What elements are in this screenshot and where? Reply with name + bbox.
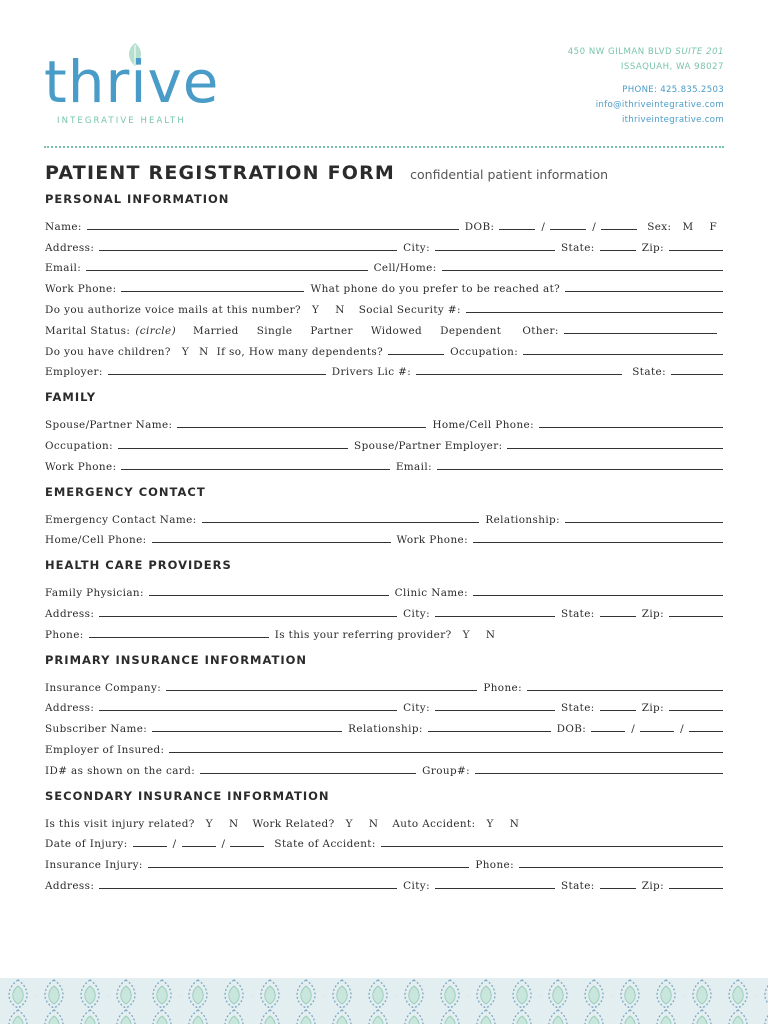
spouse-email-field[interactable] (437, 469, 723, 470)
work-related-label: Work Related? (252, 817, 335, 830)
emergency-home-phone-field[interactable] (152, 542, 391, 543)
secondary-zip-field[interactable] (669, 888, 723, 889)
spouse-work-phone-label: Work Phone: (45, 460, 117, 473)
contact-block (568, 45, 724, 128)
marital-option-single[interactable]: Single (256, 324, 293, 337)
secondary-zip-label: Zip: (641, 879, 664, 892)
contact-email[interactable]: info@ithriveintegrative.com (595, 100, 724, 110)
insurance-phone-label: Phone: (483, 681, 522, 694)
spouse-name-field[interactable] (177, 427, 426, 428)
provider-city-field[interactable] (435, 616, 555, 617)
auto-accident-yes-option[interactable]: Y (486, 817, 494, 830)
dob-slash: / (592, 220, 597, 233)
dob-slash: / (680, 723, 684, 736)
row-marital-status (45, 316, 723, 337)
row-name-dob-sex (45, 212, 723, 233)
work-related-no-option[interactable]: N (368, 817, 379, 830)
cell-home-field[interactable] (442, 270, 723, 271)
state-field[interactable] (600, 250, 636, 251)
page-title: PATIENT REGISTRATION FORM (45, 162, 396, 184)
occupation-label: Occupation: (450, 345, 519, 358)
section-secondary-insurance-heading: SECONDARY INSURANCE INFORMATION (45, 788, 330, 803)
emergency-work-phone-field[interactable] (473, 542, 723, 543)
provider-zip-label: Zip: (641, 607, 664, 620)
subscriber-relationship-field[interactable] (428, 731, 551, 732)
marital-option-partner[interactable]: Partner (310, 324, 353, 337)
row-emergency-phones (45, 526, 723, 547)
voicemail-label: Do you authorize voice mails at this number? (45, 303, 301, 316)
spouse-employer-label: Spouse/Partner Employer: (354, 439, 503, 452)
insurance-company-label: Insurance Company: (45, 681, 162, 694)
insurance-address-label: Address: (45, 702, 95, 715)
auto-accident-no-option[interactable]: N (509, 817, 520, 830)
state-of-accident-label: State of Accident: (274, 838, 376, 851)
zip-label: Zip: (641, 241, 664, 254)
secondary-state-field[interactable] (600, 888, 636, 889)
state-of-accident-field[interactable] (381, 846, 723, 847)
dob-year-field[interactable] (601, 229, 637, 230)
employer-of-insured-label: Employer of Insured: (45, 743, 165, 756)
row-employer-license (45, 358, 723, 379)
marital-option-dependent[interactable]: Dependent (440, 324, 502, 337)
referring-no-option[interactable]: N (485, 628, 496, 641)
date-slash: / (172, 838, 177, 851)
spouse-phone-field[interactable] (539, 427, 723, 428)
license-state-label: State: (632, 366, 666, 379)
subscriber-name-field[interactable] (152, 731, 342, 732)
secondary-phone-field[interactable] (519, 867, 723, 868)
emergency-name-label: Emergency Contact Name: (45, 513, 197, 526)
preferred-phone-label: What phone do you prefer to be reached at? (310, 283, 561, 296)
insurance-state-field[interactable] (600, 710, 636, 711)
secondary-phone-label: Phone: (475, 859, 514, 872)
subscriber-name-label: Subscriber Name: (45, 723, 148, 736)
insurance-address-field[interactable] (99, 710, 397, 711)
address-suite: SUITE 201 (675, 47, 724, 57)
clinic-field[interactable] (473, 595, 723, 596)
provider-address-field[interactable] (99, 616, 397, 617)
provider-city-label: City: (403, 607, 430, 620)
ssn-field[interactable] (466, 312, 723, 313)
children-no-option[interactable]: N (199, 345, 209, 358)
provider-phone-field[interactable] (89, 637, 269, 638)
city-field[interactable] (435, 250, 555, 251)
marital-status-label: Marital Status: (45, 324, 131, 337)
section-primary-insurance-heading: PRIMARY INSURANCE INFORMATION (45, 652, 308, 667)
physician-label: Family Physician: (45, 587, 144, 600)
spouse-occupation-field[interactable] (118, 448, 348, 449)
work-related-yes-option[interactable]: Y (345, 817, 353, 830)
row-insurance-address (45, 694, 723, 715)
spouse-name-label: Spouse/Partner Name: (45, 419, 173, 432)
form-body (45, 190, 723, 892)
marital-other-field[interactable] (564, 333, 717, 334)
voicemail-yes-option[interactable]: Y (311, 303, 320, 316)
provider-state-field[interactable] (600, 616, 636, 617)
auto-accident-label: Auto Accident: (392, 817, 476, 830)
insurance-zip-label: Zip: (641, 702, 664, 715)
row-physician (45, 578, 723, 599)
row-spouse-name (45, 410, 723, 431)
provider-state-label: State: (560, 607, 595, 620)
thrive-logo (44, 42, 220, 132)
address-line-2: ISSAQUAH, WA 98027 (620, 62, 724, 72)
dependents-field[interactable] (388, 354, 444, 355)
subscriber-dob-label: DOB: (556, 723, 587, 736)
section-family-heading: FAMILY (45, 390, 97, 405)
email-label: Email: (45, 262, 82, 275)
address-field[interactable] (99, 250, 397, 251)
injury-related-yes-option[interactable]: Y (205, 817, 214, 830)
name-field[interactable] (87, 229, 459, 230)
injury-month-field[interactable] (133, 846, 167, 847)
row-insurance-id (45, 756, 723, 777)
spouse-employer-field[interactable] (507, 448, 723, 449)
employer-field[interactable] (108, 374, 326, 375)
dependents-label: If so, How many dependents? (216, 345, 384, 358)
section-emergency-heading: EMERGENCY CONTACT (45, 484, 206, 499)
dotted-divider (44, 146, 724, 148)
clinic-label: Clinic Name: (394, 587, 468, 600)
work-phone-label: Work Phone: (45, 283, 117, 296)
insurance-injury-label: Insurance Injury: (45, 859, 143, 872)
license-state-field[interactable] (671, 374, 723, 375)
dob-slash: / (541, 220, 546, 233)
dob-label: DOB: (464, 220, 495, 233)
provider-zip-field[interactable] (669, 616, 723, 617)
date-of-injury-label: Date of Injury: (45, 838, 128, 851)
marital-option-widowed[interactable]: Widowed (370, 324, 423, 337)
address-label: Address: (45, 241, 95, 254)
row-address (45, 233, 723, 254)
cell-home-label: Cell/Home: (373, 262, 437, 275)
row-employer-of-insured (45, 735, 723, 756)
employer-of-insured-field[interactable] (169, 752, 723, 753)
city-label: City: (403, 241, 430, 254)
subscriber-dob-day-field[interactable] (640, 731, 674, 732)
provider-address-label: Address: (45, 607, 95, 620)
secondary-address-label: Address: (45, 879, 95, 892)
row-secondary-address (45, 871, 723, 892)
sex-option-female[interactable]: F (709, 220, 718, 233)
insurance-city-field[interactable] (435, 710, 555, 711)
children-yes-option[interactable]: Y (181, 345, 190, 358)
secondary-city-field[interactable] (435, 888, 555, 889)
children-label: Do you have children? (45, 345, 171, 358)
dob-slash: / (631, 723, 636, 736)
address-line-1: 450 NW GILMAN BLVD SUITE 201 (567, 47, 724, 57)
subscriber-dob-month-field[interactable] (591, 731, 625, 732)
provider-phone-label: Phone: (45, 628, 84, 641)
insurance-state-label: State: (560, 702, 595, 715)
preferred-phone-field[interactable] (565, 291, 723, 292)
row-spouse-occupation (45, 431, 723, 452)
subscriber-dob-year-field[interactable] (689, 731, 723, 732)
injury-related-label: Is this visit injury related? (45, 817, 195, 830)
row-provider-address (45, 599, 723, 620)
subscriber-relationship-label: Relationship: (348, 723, 423, 736)
spouse-email-label: Email: (395, 460, 432, 473)
voicemail-no-option[interactable]: N (335, 303, 345, 316)
insurance-zip-field[interactable] (669, 710, 723, 711)
state-label: State: (560, 241, 595, 254)
emergency-relationship-label: Relationship: (485, 513, 560, 526)
physician-field[interactable] (149, 595, 389, 596)
insurance-phone-field[interactable] (527, 690, 723, 691)
spouse-work-phone-field[interactable] (121, 469, 389, 470)
injury-related-no-option[interactable]: N (229, 817, 239, 830)
drivers-license-label: Drivers Lic #: (331, 366, 412, 379)
row-spouse-contact (45, 452, 723, 473)
row-insurance-company (45, 673, 723, 694)
insurance-injury-field[interactable] (148, 867, 470, 868)
section-personal-heading: PERSONAL INFORMATION (45, 192, 230, 206)
dob-day-field[interactable] (550, 229, 586, 230)
emergency-home-phone-label: Home/Cell Phone: (45, 534, 147, 547)
secondary-state-label: State: (560, 879, 595, 892)
referring-provider-label: Is this your referring provider? (274, 628, 452, 641)
row-work-phone (45, 274, 723, 295)
zip-field[interactable] (669, 250, 723, 251)
emergency-name-field[interactable] (202, 522, 480, 523)
insurance-city-label: City: (403, 702, 430, 715)
drivers-license-field[interactable] (416, 374, 622, 375)
row-insurance-injury (45, 850, 723, 871)
contact-phone: PHONE: 425.835.2503 (622, 85, 724, 95)
logo-tagline: INTEGRATIVE HEALTH (57, 116, 186, 126)
employer-label: Employer: (45, 366, 103, 379)
secondary-city-label: City: (403, 879, 430, 892)
work-phone-field[interactable] (121, 291, 304, 292)
spouse-phone-label: Home/Cell Phone: (432, 419, 534, 432)
row-children-occupation (45, 337, 723, 358)
contact-website[interactable]: ithriveintegrative.com (621, 115, 724, 125)
page-subtitle: confidential patient information (410, 167, 609, 182)
row-voicemail-ssn (45, 295, 723, 316)
row-injury-questions (45, 809, 723, 830)
injury-day-field[interactable] (182, 846, 216, 847)
injury-year-field[interactable] (230, 846, 264, 847)
footer-pattern (0, 978, 768, 1024)
name-label: Name: (45, 220, 82, 233)
spouse-occupation-label: Occupation: (45, 439, 114, 452)
logo-wordmark: thrive (44, 48, 220, 116)
row-provider-phone (45, 620, 723, 641)
section-providers-heading: HEALTH CARE PROVIDERS (45, 558, 232, 573)
referring-yes-option[interactable]: Y (462, 628, 470, 641)
circle-instruction: (circle) (135, 324, 177, 337)
emergency-work-phone-label: Work Phone: (396, 534, 468, 547)
insurance-id-field[interactable] (200, 773, 416, 774)
marital-option-married[interactable]: Married (193, 324, 239, 337)
sex-label: Sex: (647, 220, 672, 233)
ssn-label: Social Security #: (358, 303, 461, 316)
insurance-company-field[interactable] (166, 690, 477, 691)
row-subscriber (45, 714, 723, 735)
occupation-field[interactable] (523, 354, 723, 355)
row-email-cell (45, 254, 723, 275)
group-number-label: Group#: (422, 764, 471, 777)
email-field[interactable] (86, 270, 367, 271)
dob-month-field[interactable] (499, 229, 535, 230)
row-injury-date (45, 830, 723, 851)
secondary-address-field[interactable] (99, 888, 397, 889)
row-emergency-name (45, 505, 723, 526)
insurance-id-label: ID# as shown on the card: (45, 764, 196, 777)
marital-other-label: Other: (522, 324, 559, 337)
title-row (45, 162, 608, 184)
emergency-relationship-field[interactable] (565, 522, 723, 523)
date-slash: / (221, 838, 226, 851)
sex-option-male[interactable]: M (682, 220, 694, 233)
group-number-field[interactable] (475, 773, 723, 774)
